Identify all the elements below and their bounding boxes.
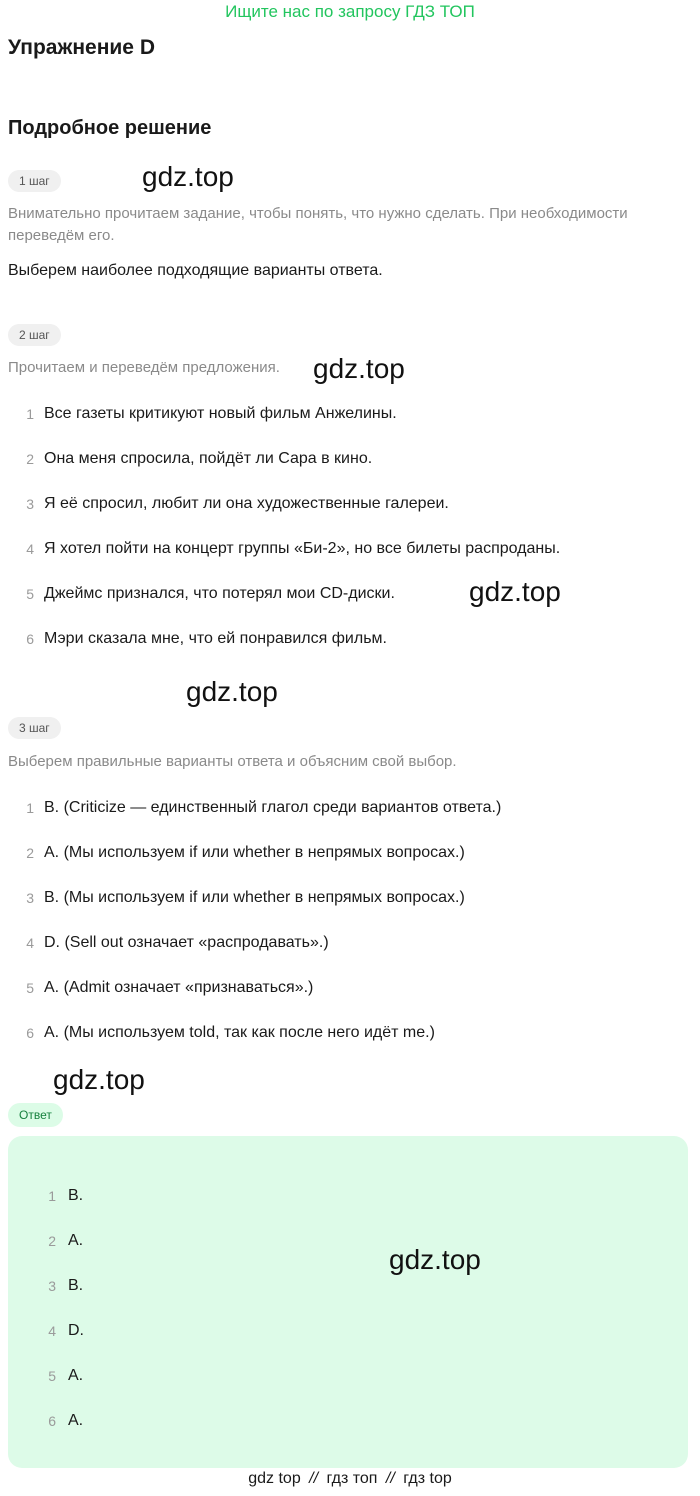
footer-separator: // <box>385 1470 395 1487</box>
item-number: 5 <box>48 1368 56 1384</box>
item-text: B. <box>68 1277 84 1294</box>
list-item <box>0 493 700 538</box>
item-number: 4 <box>48 1323 56 1339</box>
explanation-list <box>0 797 700 1067</box>
step-1-chip: 1 шаг <box>8 170 61 192</box>
item-number: 3 <box>48 1278 56 1294</box>
item-text: A. <box>68 1232 84 1249</box>
list-item <box>0 1365 700 1410</box>
step-3-chip: 3 шаг <box>8 717 61 739</box>
list-item <box>0 842 700 887</box>
item-number: 6 <box>48 1413 56 1429</box>
item-text: A. (Мы используем if или whether в непрямых вопросах.) <box>44 844 465 861</box>
step-2-note: Прочитаем и переведём предложения. <box>8 359 280 376</box>
list-item <box>0 1275 700 1320</box>
list-item <box>0 448 700 493</box>
item-number: 2 <box>48 1233 56 1249</box>
item-number: 3 <box>26 890 34 906</box>
footer <box>0 1470 700 1488</box>
list-item <box>0 1410 700 1455</box>
translation-list <box>0 403 700 673</box>
list-item <box>0 1022 700 1067</box>
footer-link-1[interactable]: gdz top <box>248 1470 301 1487</box>
list-item <box>0 538 700 583</box>
item-number: 1 <box>48 1188 56 1204</box>
item-text: A. (Admit означает «признаваться».) <box>44 979 314 996</box>
item-text: Джеймс признался, что потерял мои CD-диски. <box>44 585 395 602</box>
item-text: D. <box>68 1322 84 1339</box>
item-text: Я её спросил, любит ли она художественные галереи. <box>44 495 449 512</box>
item-text: B. (Criticize — единственный глагол среди вариантов ответа.) <box>44 799 502 816</box>
watermark: gdz.top <box>186 676 278 707</box>
footer-link-2[interactable]: гдз топ <box>326 1470 378 1487</box>
item-number: 4 <box>26 935 34 951</box>
step-3-note: Выберем правильные варианты ответа и объясним свой выбор. <box>8 753 457 770</box>
list-item <box>0 628 700 673</box>
item-number: 2 <box>26 845 34 861</box>
item-text: Все газеты критикуют новый фильм Анжелины. <box>44 405 397 422</box>
step-2-chip: 2 шаг <box>8 324 61 346</box>
answer-chip: Ответ <box>8 1103 63 1127</box>
watermark: gdz.top <box>53 1064 145 1095</box>
list-item <box>0 1320 700 1365</box>
item-text: A. <box>68 1367 84 1384</box>
item-text: A. (Мы используем told, так как после него идёт me.) <box>44 1024 435 1041</box>
search-banner: Ищите нас по запросу ГДЗ ТОП <box>225 2 475 21</box>
item-text: B. (Мы используем if или whether в непрямых вопросах.) <box>44 889 465 906</box>
item-number: 1 <box>26 406 34 422</box>
item-number: 6 <box>26 1025 34 1041</box>
watermark: gdz.top <box>389 1244 481 1275</box>
item-number: 6 <box>26 631 34 647</box>
item-text: B. <box>68 1187 84 1204</box>
step-1-note: Внимательно прочитаем задание, чтобы понять, что нужно сделать. При необходимости переведём его. <box>8 205 628 244</box>
item-number: 4 <box>26 541 34 557</box>
item-text: Мэри сказала мне, что ей понравился фильм. <box>44 630 387 647</box>
step-1-lead: Выберем наиболее подходящие варианты ответа. <box>8 262 383 279</box>
item-number: 5 <box>26 980 34 996</box>
footer-link-3[interactable]: гдз top <box>403 1470 452 1487</box>
watermark: gdz.top <box>142 161 234 192</box>
item-text: Она меня спросила, пойдёт ли Сара в кино. <box>44 450 373 467</box>
item-number: 5 <box>26 586 34 602</box>
list-item <box>0 797 700 842</box>
item-number: 1 <box>26 800 34 816</box>
list-item <box>0 1230 700 1275</box>
list-item <box>0 1185 700 1230</box>
item-number: 3 <box>26 496 34 512</box>
item-text: Я хотел пойти на концерт группы «Би-2», но все билеты распроданы. <box>44 540 561 557</box>
item-text: A. <box>68 1412 84 1429</box>
list-item <box>0 887 700 932</box>
watermark: gdz.top <box>469 576 561 607</box>
footer-separator: // <box>309 1470 319 1487</box>
list-item <box>0 932 700 977</box>
watermark: gdz.top <box>313 353 405 384</box>
answer-list <box>0 1185 700 1455</box>
item-number: 2 <box>26 451 34 467</box>
page-title: Упражнение D <box>8 36 155 59</box>
list-item <box>0 977 700 1022</box>
item-text: D. (Sell out означает «распродавать».) <box>44 934 329 951</box>
list-item <box>0 583 700 628</box>
section-title: Подробное решение <box>8 117 212 139</box>
list-item <box>0 403 700 448</box>
